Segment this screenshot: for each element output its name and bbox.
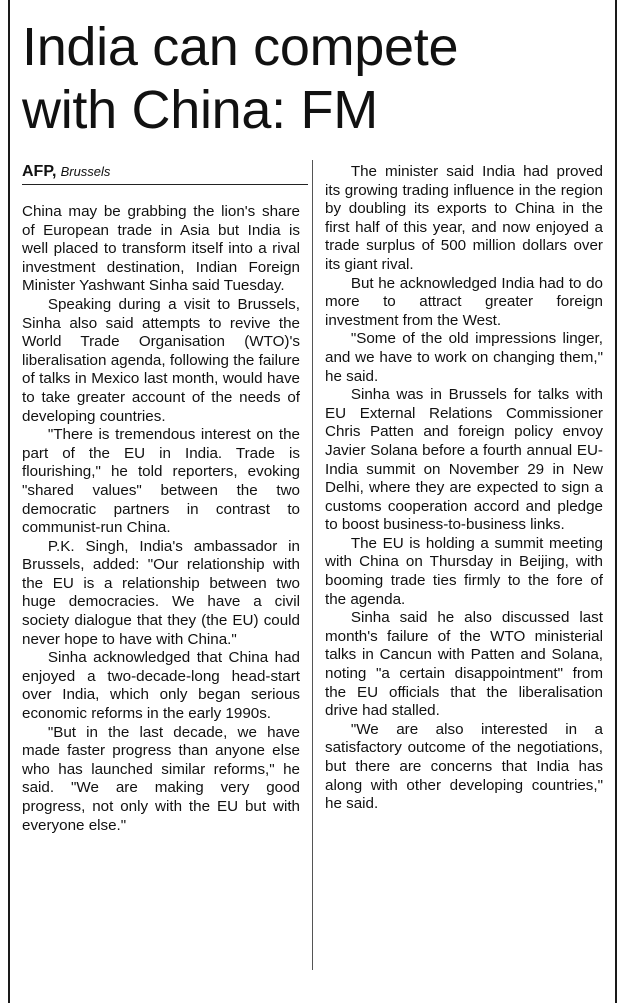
byline — [22, 162, 308, 185]
article-paragraph: The minister said India had proved its growing trading influence in the region by doubling its exports to China in the first half of this year, and now enjoyed a trade surplus of 500 million dollars over its giant rival. — [325, 163, 603, 273]
article-column-right — [325, 163, 603, 814]
article-paragraph: "We are also interested in a satisfactory outcome of the negotiations, but there are concerns that India has along with other developing countries," he said. — [325, 720, 603, 813]
article-paragraph: But he acknowledged India had to do more to attract greater foreign investment from the West. — [325, 274, 603, 329]
article-paragraph: "There is tremendous interest on the part of the EU in India. Trade is flourishing," he told reporters, evoking "shared values" between the two democratic partners in contrast to communist-run China. — [22, 426, 300, 537]
right-border-rule — [615, 0, 617, 1003]
byline-place: Brussels — [60, 164, 111, 179]
article-paragraph: China may be grabbing the lion's share of European trade in Asia but India is well placed to transform itself into a rival investment destination, Indian Foreign Minister Yashwant Sinha said Tuesday. — [22, 203, 300, 295]
article-paragraph: "But in the last decade, we have made faster progress than anyone else who has launched similar reforms," he said. "We are making very good progress, not only with the EU but with everyone else." — [22, 723, 300, 834]
article-paragraph: "Some of the old impressions linger, and we have to work on changing them," he said. — [325, 330, 603, 385]
byline-agency: AFP, — [22, 163, 57, 180]
headline — [22, 16, 612, 142]
article-column-left — [22, 203, 300, 835]
article-paragraph: Sinha said he also discussed last month's failure of the WTO ministerial talks in Cancun with Patten and Solana, noting "a certain disappointment" from the EU officials that the liberalisation drive had stalled. — [325, 609, 603, 720]
headline-line-2: with China: FM — [22, 80, 378, 140]
column-divider — [312, 160, 313, 970]
left-border-rule — [8, 0, 10, 1003]
article-paragraph: The EU is holding a summit meeting with China on Thursday in Beijing, with booming trade ties firmly to the fore of the agenda. — [325, 534, 603, 608]
article-paragraph: Sinha acknowledged that China had enjoyed a two-decade-long head-start over India, which only began serious economic reforms in the early 1990s. — [22, 649, 300, 723]
article-paragraph: Speaking during a visit to Brussels, Sinha also said attempts to revive the World Trade Organisation (WTO)'s liberalisation agenda, following the failure of talks in Mexico last month, would have to take greater account of the needs of developing countries. — [22, 295, 300, 425]
headline-line-1: India can compete — [22, 17, 459, 77]
article-paragraph: Sinha was in Brussels for talks with EU External Relations Commissioner Chris Patten and foreign policy envoy Javier Solana before a fourth annual EU-India summit on November 29 in New Delhi, where they are expected to sign a customs cooperation accord and pledge to boost business-to-business links. — [325, 386, 603, 534]
article-paragraph: P.K. Singh, India's ambassador in Brussels, added: "Our relationship with the EU is a relationship between two huge democracies. We have a civil society dialogue that they (the EU) could never hope to have with China." — [22, 537, 300, 648]
